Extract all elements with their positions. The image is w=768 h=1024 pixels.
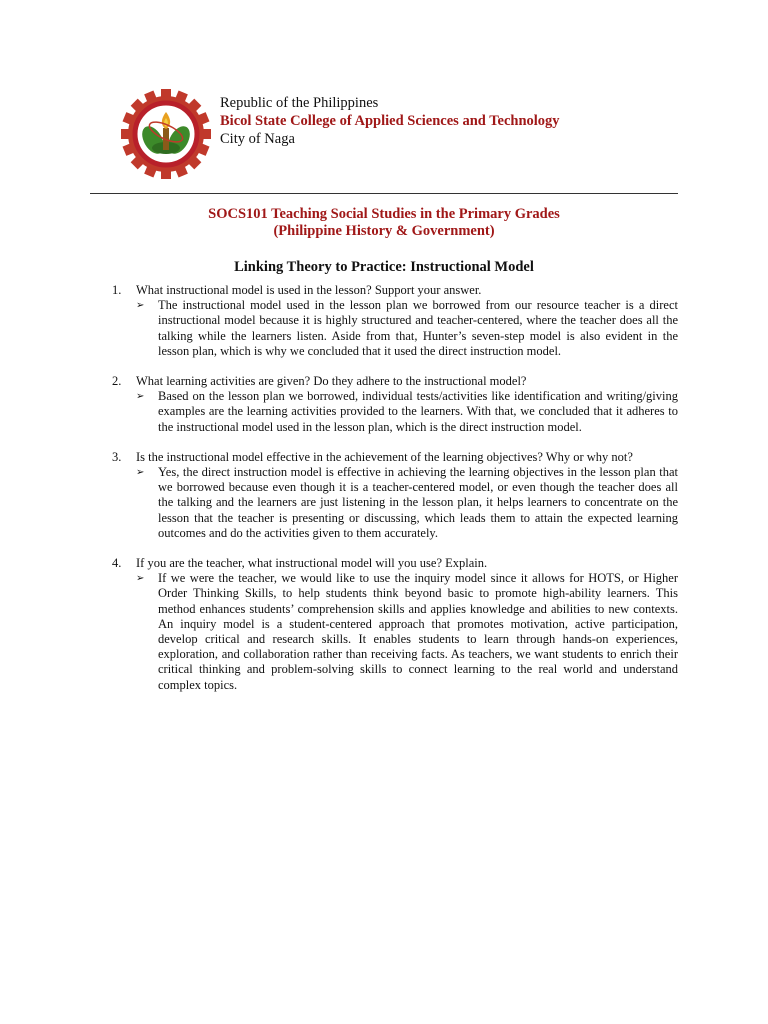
- arrowhead-bullet-icon: ➢: [136, 391, 145, 403]
- question-item-3: [112, 450, 678, 541]
- republic-line: Republic of the Philippines: [220, 95, 379, 111]
- course-title-line2: (Philippine History & Government): [273, 223, 495, 239]
- question-list: [112, 283, 678, 708]
- answer-text: The instructional model used in the lesson plan we borrowed from our resource teacher is a direct instructional model because it is highly structured and teacher-centered, where the teacher does all the talking while the learners listen. Aside from that, Hunter’s seven-step model is also evident in the lesson plan, which is why we concluded that it used the direct instruction model.: [158, 298, 678, 358]
- course-title-line1: SOCS101 Teaching Social Studies in the Primary Grades: [208, 206, 560, 222]
- letterhead-text: [220, 94, 560, 148]
- answer-text: If we were the teacher, we would like to use the inquiry model since it allows for HOTS, or Higher Order Thinking Skills, to help students think beyond basic to promote high-ability learners. This method enhances students’ comprehension skills and applies knowledge and abilities to new contexts. An inquiry model is a student-centered approach that promotes motivation, active participation, develop critical and research skills. It enables students to learn through hands-on experiences, exploration, and collaboration rather than receiving facts. As teachers, we want students to enrich their critical thinking and problem-solving skills to connect learning to the real world and understand complex topics.: [158, 571, 678, 692]
- course-title: [90, 206, 678, 240]
- question-item-4: [112, 556, 678, 693]
- question-text: If you are the teacher, what instructional model will you use? Explain.: [136, 556, 488, 571]
- question-item-2: [112, 374, 678, 435]
- header-divider: [90, 193, 678, 194]
- college-seal-icon: [120, 88, 212, 180]
- answer-text: Based on the lesson plan we borrowed, individual tests/activities like identification and writing/giving examples are the learning activities provided to the learners. With that, we concluded that it adheres to the instructional model used in the lesson plan, which is the direct instruction model.: [158, 389, 678, 434]
- question-number: 1.: [112, 283, 122, 297]
- question-text: What instructional model is used in the lesson? Support your answer.: [136, 283, 482, 297]
- arrowhead-bullet-icon: ➢: [136, 573, 145, 585]
- question-number: 4.: [112, 556, 122, 571]
- section-title: Linking Theory to Practice: Instructional Model: [234, 259, 534, 275]
- question-text: Is the instructional model effective in the achievement of the learning objectives? Why or why not?: [136, 449, 633, 464]
- question-text: What learning activities are given? Do they adhere to the instructional model?: [136, 374, 527, 389]
- city-line: City of Naga: [220, 131, 295, 147]
- arrowhead-bullet-icon: ➢: [136, 467, 145, 479]
- college-name: Bicol State College of Applied Sciences and Technology: [220, 113, 560, 129]
- arrowhead-bullet-icon: ➢: [136, 300, 145, 312]
- letterhead: [120, 88, 680, 178]
- question-item-1: [112, 283, 678, 359]
- answer-text: Yes, the direct instruction model is effective in achieving the learning objectives in the lesson plan that we borrowed because even though it is a teacher-centered model, or even though the teacher does all the talking and the learners are just listening in the lesson plan, it helps learners to concentrate on the lesson that the teacher is presenting or discussing, which leads them to attain the expected learning outcomes and do the activities given to them accurately.: [158, 465, 678, 540]
- question-number: 2.: [112, 374, 122, 389]
- question-number: 3.: [112, 449, 122, 464]
